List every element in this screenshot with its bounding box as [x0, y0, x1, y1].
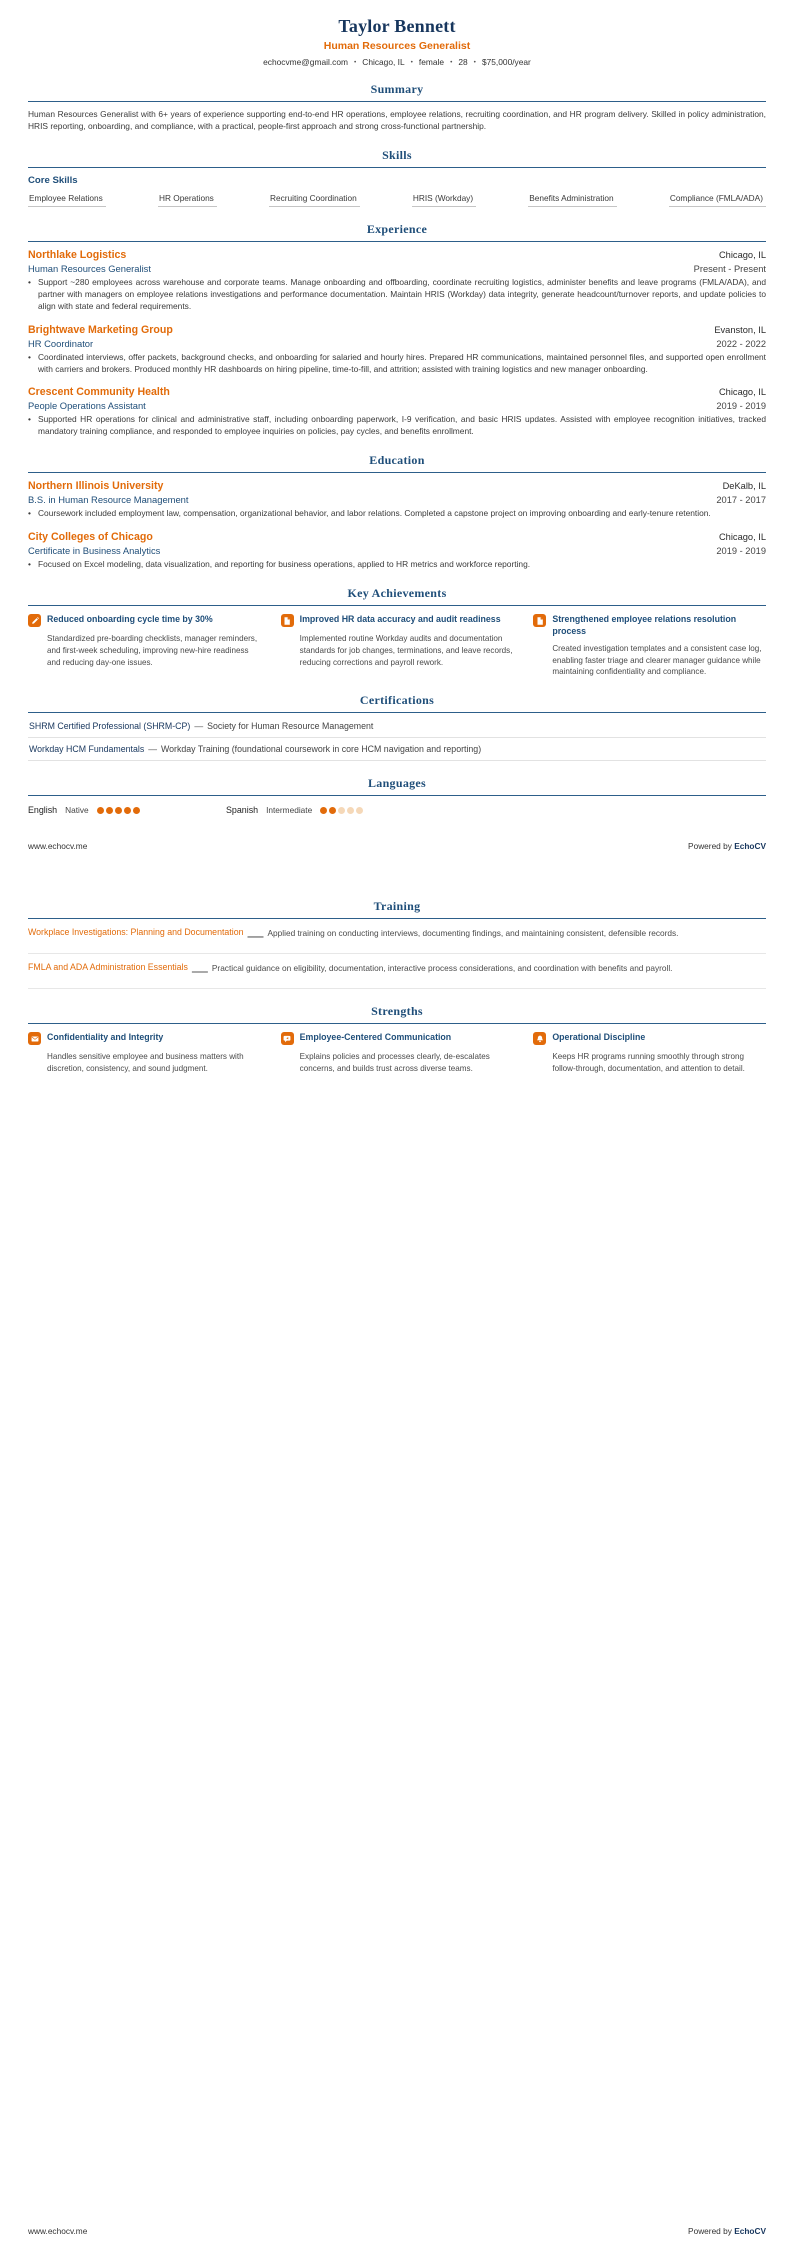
skill-chip: Compliance (FMLA/ADA): [669, 193, 766, 207]
training-item: [28, 922, 766, 954]
dot-separator: •: [450, 59, 453, 66]
job-description: Coordinated interviews, offer packets, background checks, and onboarding for salaried and hourly hires. Prepared HR communications, maintained personnel files, and supported open enrollment with carriers and brokers. Produced monthly HR dashboards on hiring pipeline, time-to-fill, and attrition; assisted with training logistics and new manager onboarding.: [38, 351, 766, 374]
section-heading-education: Education: [28, 453, 766, 473]
company-name: Brightwave Marketing Group: [28, 323, 173, 336]
company-name: Northlake Logistics: [28, 248, 127, 261]
section-experience: [28, 222, 766, 438]
company-name: Crescent Community Health: [28, 386, 170, 399]
degree: B.S. in Human Resource Management: [28, 494, 189, 506]
echocv-brand: EchoCV: [734, 841, 766, 852]
dot-separator: •: [473, 59, 476, 66]
contact-salary: $75,000/year: [481, 57, 531, 67]
strength-item: [28, 1032, 261, 1074]
education-dates: 2017 - 2017: [716, 495, 766, 506]
education-entry: [28, 480, 766, 520]
skill-chip: Recruiting Coordination: [269, 193, 360, 207]
job-description: Supported HR operations for clinical and administrative staff, including onboarding paperwork, I-9 verification, and basic HRIS updates. Assisted with employee recognition initiatives, tracked mandatory training compliance, and responded to employee inquiries on policies, pay cycles, and benefits enrollment.: [38, 414, 766, 437]
section-skills: [28, 148, 766, 207]
contact-age: 28: [458, 57, 468, 67]
education-description: Focused on Excel modeling, data visualization, and reporting for business operations, applied to HR metrics and workforce reporting.: [38, 559, 531, 570]
experience-entry: [28, 324, 766, 376]
section-key-achievements: [28, 586, 766, 678]
dot-empty: [338, 807, 345, 814]
contact-location: Chicago, IL: [362, 57, 405, 67]
language-item: [226, 805, 424, 815]
section-training: [28, 899, 766, 989]
job-dates: Present - Present: [693, 263, 766, 274]
strength-title: Confidentiality and Integrity: [47, 1032, 164, 1043]
dot-filled: [115, 807, 122, 814]
section-heading-key-achievements: Key Achievements: [28, 586, 766, 606]
achievement-item: [533, 614, 766, 678]
education-entry: [28, 531, 766, 571]
achievement-item: [281, 614, 514, 678]
dot-filled: [124, 807, 131, 814]
section-heading-summary: Summary: [28, 82, 766, 102]
dot-filled: [320, 807, 327, 814]
language-level: Intermediate: [266, 805, 313, 816]
school-location: Chicago, IL: [718, 532, 766, 543]
section-heading-certifications: Certifications: [28, 693, 766, 713]
dot-filled: [97, 807, 104, 814]
company-location: Chicago, IL: [718, 387, 766, 398]
powered-by-text: Powered by: [688, 841, 732, 852]
bullet-marker: •: [28, 351, 31, 362]
skill-chip: HR Operations: [158, 193, 217, 207]
strength-title: Operational Discipline: [552, 1032, 646, 1043]
envelope-icon: [28, 1032, 41, 1045]
candidate-title: Human Resources Generalist: [323, 40, 471, 52]
edit-icon: [28, 614, 41, 627]
section-heading-strengths: Strengths: [28, 1004, 766, 1024]
bullet-marker: •: [28, 559, 31, 570]
certification-item: [28, 715, 766, 738]
school-location: DeKalb, IL: [722, 481, 766, 492]
job-dates: 2019 - 2019: [716, 401, 766, 412]
certification-title: Workday HCM Fundamentals: [29, 744, 145, 755]
job-title: People Operations Assistant: [28, 400, 146, 412]
em-dash: —: [194, 721, 204, 732]
bullet-marker: •: [28, 276, 31, 287]
achievement-title: Improved HR data accuracy and audit readiness: [299, 614, 501, 625]
dot-filled: [133, 807, 140, 814]
bell-icon: [533, 1032, 546, 1045]
strength-item: [281, 1032, 514, 1074]
skill-chip: HRIS (Workday): [412, 193, 476, 207]
dot-separator: •: [353, 59, 357, 66]
experience-entry: [28, 249, 766, 313]
echocv-brand: EchoCV: [734, 2226, 766, 2236]
school-name: City Colleges of Chicago: [28, 531, 153, 544]
certification-title: SHRM Certified Professional (SHRM-CP): [29, 721, 191, 732]
page-two-content: [28, 899, 766, 1074]
language-item: [28, 805, 226, 815]
section-heading-languages: Languages: [28, 776, 766, 796]
achievement-text: Standardized pre-boarding checklists, manager reminders, and first-week scheduling, improving new-hire readiness and reducing day-one issues.: [47, 634, 258, 667]
strength-text: Keeps HR programs running smoothly through strong follow-through, documentation, and attention to detail.: [552, 1052, 745, 1073]
section-education: [28, 453, 766, 571]
dot-empty: [347, 807, 354, 814]
job-title: HR Coordinator: [28, 337, 94, 349]
training-text: Practical guidance on eligibility, documentation, interactive process considerations, and coordination with benefits and payroll.: [211, 963, 673, 974]
training-item: [28, 957, 766, 989]
site-link[interactable]: www.echocv.me: [28, 2226, 88, 2236]
em-dash: —: [247, 928, 264, 946]
dot-filled: [329, 807, 336, 814]
candidate-name: Taylor Bennett: [338, 16, 456, 36]
page-footer: [28, 2226, 766, 2236]
speech-bubble-icon: [281, 1032, 294, 1045]
powered-by: [688, 2226, 766, 2236]
skill-chip: Benefits Administration: [528, 193, 616, 207]
strength-text: Handles sensitive employee and business matters with discretion, consistency, and sound judgment.: [47, 1052, 244, 1073]
certification-item: [28, 738, 766, 761]
dot-filled: [106, 807, 113, 814]
training-title: Workplace Investigations: Planning and Documentation: [28, 927, 244, 938]
language-level: Native: [65, 805, 89, 816]
section-certifications: [28, 693, 766, 761]
language-name: Spanish: [226, 805, 259, 816]
certification-issuer: Workday Training (foundational coursework in core HCM navigation and reporting): [161, 744, 482, 755]
proficiency-dots: [97, 807, 140, 814]
em-dash: —: [191, 963, 208, 981]
site-link[interactable]: www.echocv.me: [28, 841, 88, 852]
achievement-title: Reduced onboarding cycle time by 30%: [47, 614, 213, 625]
degree: Certificate in Business Analytics: [28, 545, 161, 557]
page-footer: [28, 841, 766, 851]
document-icon: [281, 614, 294, 627]
company-location: Evanston, IL: [714, 324, 766, 335]
powered-by-text: Powered by: [688, 2226, 732, 2236]
section-heading-skills: Skills: [28, 148, 766, 168]
job-description: Support ~280 employees across warehouse and corporate teams. Manage onboarding and offboarding, coordinate recruiting logistics, administer benefits and leave programs (FMLA/ADA), and partner with managers on employee relations investigations and performance documentation. Maintain HRIS (Workday) data integrity, generate headcount/turnover reports, and update policies to align with state and federal requirements.: [38, 276, 766, 311]
achievement-text: Implemented routine Workday audits and documentation standards for job changes, terminations, and leave records, reducing corrections and payroll rework.: [299, 634, 513, 667]
proficiency-dots: [320, 807, 363, 814]
achievement-title: Strengthened employee relations resolution process: [552, 614, 737, 636]
school-name: Northern Illinois University: [28, 480, 164, 493]
section-languages: [28, 776, 766, 815]
strength-text: Explains policies and processes clearly, de-escalates concerns, and builds trust across diverse teams.: [299, 1052, 490, 1073]
contact-email[interactable]: echocvme@gmail.com: [263, 57, 348, 67]
em-dash: —: [148, 744, 158, 755]
training-text: Applied training on conducting interviews, documenting findings, and maintaining consistent, defensible records.: [267, 928, 679, 939]
section-strengths: [28, 1004, 766, 1074]
document-icon: [533, 614, 546, 627]
certification-issuer: Society for Human Resource Management: [207, 721, 374, 732]
job-dates: 2022 - 2022: [716, 338, 766, 349]
section-summary: [28, 82, 766, 133]
summary-text: Human Resources Generalist with 6+ years of experience supporting end-to-end HR operations, employee relations, recruiting coordination, and HR program delivery. Skilled in policy administration, HRIS reporting, onboarding, and compliance, with a practical, people-first approach and strong cross-functional partnership.: [28, 109, 766, 131]
skill-chip: Employee Relations: [28, 193, 106, 207]
strength-item: [533, 1032, 766, 1074]
experience-entry: [28, 386, 766, 438]
contact-gender: female: [418, 57, 445, 67]
education-description: Coursework included employment law, compensation, organizational behavior, and labor relations. Completed a capstone project on improving onboarding and early-tenure retention.: [38, 508, 711, 519]
bullet-marker: •: [28, 414, 31, 425]
job-title: Human Resources Generalist: [28, 262, 151, 274]
powered-by: [688, 841, 766, 851]
company-location: Chicago, IL: [718, 249, 766, 260]
contact-line: [28, 57, 766, 67]
language-name: English: [28, 805, 58, 816]
bullet-marker: •: [28, 508, 31, 519]
section-heading-experience: Experience: [28, 222, 766, 242]
dot-empty: [356, 807, 363, 814]
dot-separator: •: [410, 59, 413, 66]
strength-title: Employee-Centered Communication: [299, 1032, 452, 1043]
education-dates: 2019 - 2019: [716, 546, 766, 557]
skills-group-label: Core Skills: [28, 174, 78, 186]
achievement-item: [28, 614, 261, 678]
achievement-text: Created investigation templates and a consistent case log, enabling faster triage and clearer manager guidance while maintaining confidentiality and compliance.: [552, 643, 762, 677]
resume-header: [28, 16, 766, 67]
training-title: FMLA and ADA Administration Essentials: [28, 962, 188, 973]
skills-chip-row: [28, 193, 766, 207]
section-heading-training: Training: [28, 899, 766, 919]
